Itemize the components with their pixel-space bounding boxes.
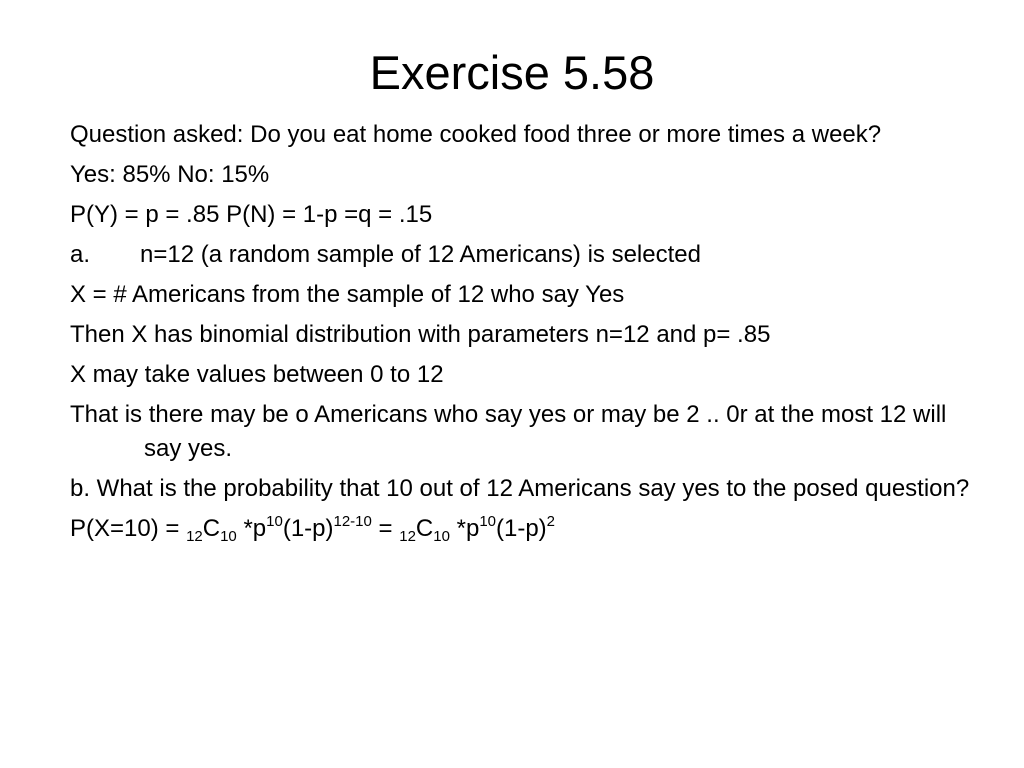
formula-q-exponent: 12-10 [333, 513, 372, 530]
formula-term-q2: (1-p) [496, 515, 547, 542]
formula-p2-exponent: 10 [479, 513, 496, 530]
formula-q2-exponent: 2 [546, 513, 556, 530]
formula-c2-post-subscript: 10 [433, 528, 450, 545]
formula-c1-post-subscript: 10 [220, 528, 237, 545]
item-a [70, 238, 970, 272]
values-range-line: X may take values between 0 to 12 [70, 361, 444, 388]
formula-term-p2: *p [449, 515, 480, 542]
formula-c1-symbol: C [202, 515, 221, 542]
formula-c1-pre-subscript: 12 [186, 528, 203, 545]
formula-p-exponent: 10 [266, 513, 283, 530]
percentages-line: Yes: 85% No: 15% [70, 161, 270, 188]
formula-equals: = [371, 515, 400, 542]
formula-lhs: P(X=10) = [70, 515, 187, 542]
formula-c2-symbol: C [415, 515, 434, 542]
formula-term-p: *p [236, 515, 267, 542]
slide-body [70, 118, 970, 552]
question-line: Question asked: Do you eat home cooked food three or more times a week? [70, 121, 882, 148]
item-a-text: n=12 (a random sample of 12 Americans) is selected [140, 241, 701, 268]
explanation-line: That is there may be o Americans who say yes or may be 2 .. 0r at the most 12 will say yes. [70, 401, 947, 462]
random-variable-line: X = # Americans from the sample of 12 who say Yes [70, 281, 625, 308]
formula-c2-pre-subscript: 12 [399, 528, 416, 545]
probability-formula [70, 512, 970, 546]
item-b-question: b. What is the probability that 10 out of 12 Americans say yes to the posed question? [70, 475, 970, 502]
slide-title: Exercise 5.58 [369, 46, 655, 99]
probabilities-line: P(Y) = p = .85 P(N) = 1-p =q = .15 [70, 201, 433, 228]
item-a-marker: a. [70, 241, 91, 268]
formula-term-q: (1-p) [282, 515, 334, 542]
binomial-line: Then X has binomial distribution with parameters n=12 and p= .85 [70, 321, 771, 348]
